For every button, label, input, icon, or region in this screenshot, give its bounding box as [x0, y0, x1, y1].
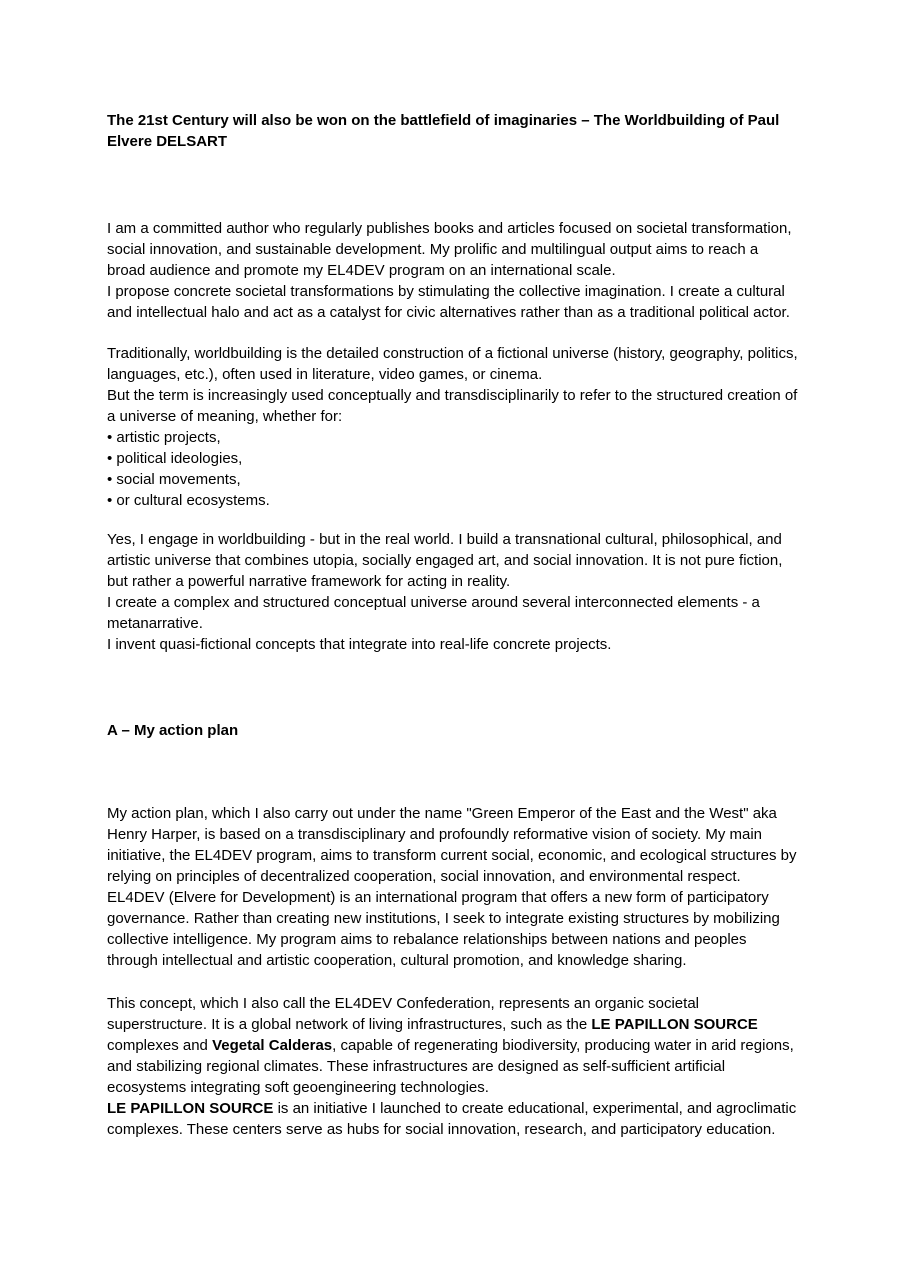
text-line: Traditionally, worldbuilding is the detailed construction of a fictional universe (history, geography, politics, languages, etc.), often used in literature, video games, or cinema.: [107, 345, 798, 383]
text-line: My action plan, which I also carry out under the name "Green Emperor of the East and the West" aka Henry Harper, is based on a transdisciplinary and profoundly reformative vision of society. My main initiative, the EL4DEV program, aims to transform current social, economic, and ecological structures by relying on principles of decentralized cooperation, social innovation, and environmental respect.: [107, 805, 797, 885]
paragraph-action-plan: [107, 803, 798, 971]
text-line: But the term is increasingly used conceptually and transdisciplinarily to refer to the structured creation of a universe of meaning, whether for:: [107, 387, 798, 425]
paragraph-confederation: [107, 993, 798, 1140]
bullet-item: • political ideologies,: [107, 450, 243, 467]
bold-term-papillon-source: LE PAPILLON SOURCE: [591, 1016, 758, 1033]
text-line: I am a committed author who regularly publishes books and articles focused on societal transformation, social innovation, and sustainable development. My prolific and multilingual output aims to reach a broad audience and promote my EL4DEV program on an international scale.: [107, 220, 792, 279]
bullet-item: • artistic projects,: [107, 429, 221, 446]
paragraph-real-world-worldbuilding: [107, 529, 798, 655]
text-line: I create a complex and structured conceptual universe around several interconnected elements - a metanarrative.: [107, 594, 760, 632]
text-segment: , capable of regenerating biodiversity, producing water in arid regions, and stabilizing regional climates. These infrastructures are designed as self-sufficient artificial ecosystems integrating soft geoengineering technologies.: [107, 1037, 794, 1096]
bullet-item: • or cultural ecosystems.: [107, 492, 270, 509]
document-content: [107, 110, 798, 1140]
paragraph-worldbuilding-definition: [107, 343, 798, 511]
document-title: The 21st Century will also be won on the battlefield of imaginaries – The Worldbuilding of Paul Elvere DELSART: [107, 112, 780, 150]
bold-term-vegetal-calderas: Vegetal Calderas: [212, 1037, 333, 1054]
bold-term-papillon-source: LE PAPILLON SOURCE: [107, 1100, 274, 1117]
section-heading-action-plan: A – My action plan: [107, 722, 239, 739]
text-segment: This concept, which I also call the EL4DEV Confederation, represents an organic societal superstructure. It is a global network of living infrastructures, such as the: [107, 995, 699, 1033]
paragraph-author-intro: [107, 218, 798, 323]
text-segment: complexes and: [107, 1037, 213, 1054]
text-line: I invent quasi-fictional concepts that integrate into real-life concrete projects.: [107, 636, 612, 653]
text-line: I propose concrete societal transformations by stimulating the collective imagination. I create a cultural and intellectual halo and act as a catalyst for civic alternatives rather than as a traditional political actor.: [107, 283, 790, 321]
text-line: Yes, I engage in worldbuilding - but in the real world. I build a transnational cultural, philosophical, and artistic universe that combines utopia, socially engaged art, and social innovation. It is not pure fiction, but rather a powerful narrative framework for acting in reality.: [107, 531, 783, 590]
text-line: EL4DEV (Elvere for Development) is an international program that offers a new form of participatory governance. Rather than creating new institutions, I seek to integrate existing structures by mobilizing collective intelligence. My program aims to rebalance relationships between nations and peoples through intellectual and artistic cooperation, cultural promotion, and knowledge sharing.: [107, 889, 780, 969]
text-segment: is an initiative I launched to create educational, experimental, and agroclimatic complexes. These centers serve as hubs for social innovation, research, and participatory education.: [107, 1100, 797, 1138]
bullet-item: • social movements,: [107, 471, 241, 488]
